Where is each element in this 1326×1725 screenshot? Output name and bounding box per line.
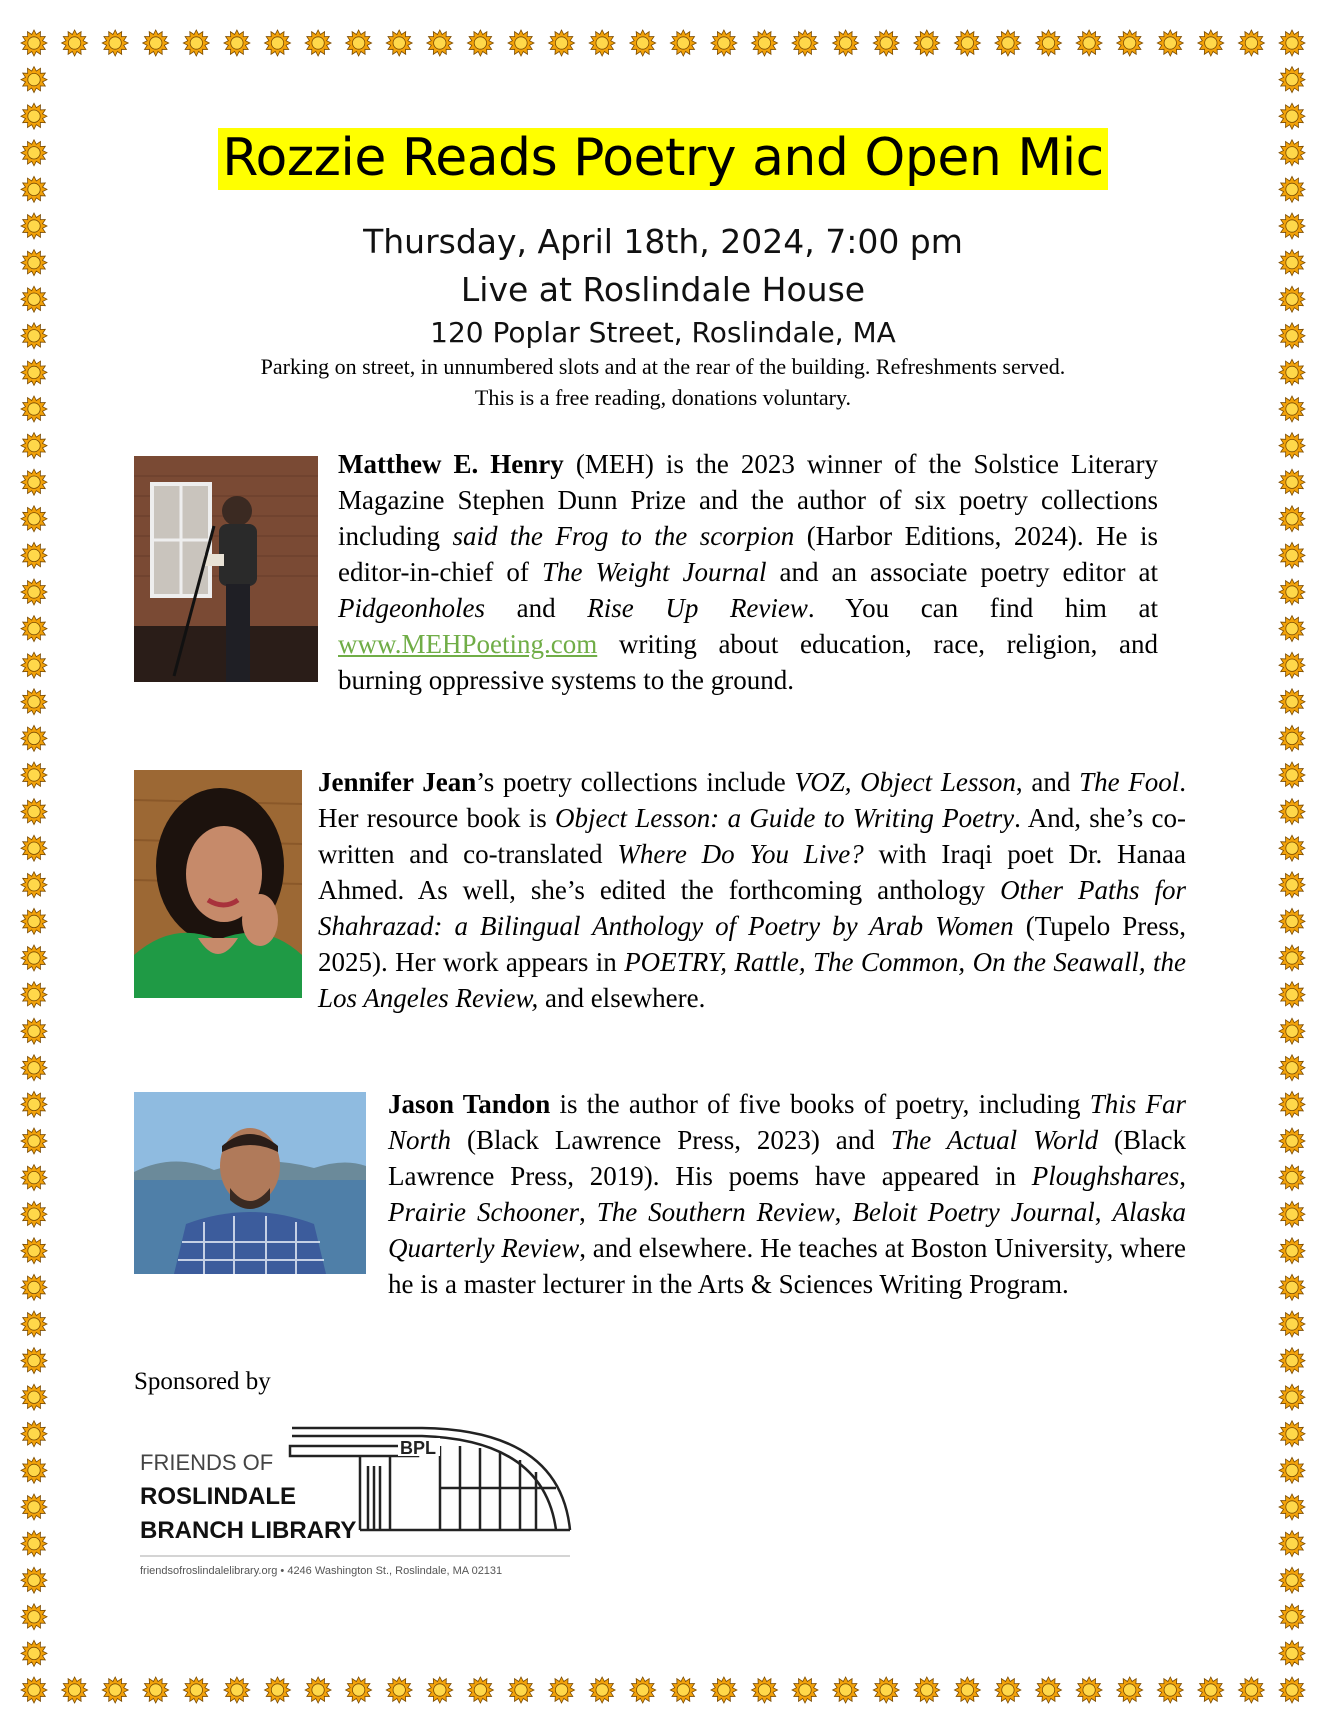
- logo-line-2: ROSLINDALE: [140, 1483, 296, 1510]
- event-address: 120 Poplar Street, Roslindale, MA: [430, 316, 896, 349]
- parking-note: Parking on street, in unnumbered slots and at the rear of the building. Refreshments served.: [260, 354, 1066, 379]
- poet-name: Jennifer Jean: [318, 767, 477, 797]
- sponsored-by-label: Sponsored by: [134, 1368, 271, 1395]
- event-title: Rozzie Reads Poetry and Open Mic: [218, 128, 1108, 190]
- poet-reading-photo: [134, 456, 318, 682]
- poet-bio-jennifer-jean: Jennifer Jean’s poetry collections include VOZ, Object Lesson, and The Fool. Her resource book is Object Lesson: a Guide to Writing Poetry. And, she’s co-written and co-translated Where Do You Live? with Iraqi poet Dr. Hanaa Ahmed. As well, she’s edited the forthcoming anthology Other Paths for Shahrazad: a Bilingual Anthology of Poetry by Arab Women (Tupelo Press, 2025). Her work appears in POETRY, Rattle, The Common, On the Seawall, the Los Angeles Review, and elsewhere.: [134, 764, 1186, 1016]
- bpl-badge: BPL: [400, 1438, 436, 1458]
- poet-name: Jason Tandon: [388, 1089, 551, 1119]
- free-note: This is a free reading, donations voluntary.: [474, 385, 852, 410]
- title-wrap: [0, 128, 1326, 190]
- poet-bio-matthew-henry: Matthew E. Henry (MEH) is the 2023 winner of the Solstice Literary Magazine Stephen Dunn Prize and the author of six poetry collections including said the Frog to the scorpion (Harbor Editions, 2024). He is editor-in-chief of The Weight Journal and an associate poetry editor at Pidgeonholes and Rise Up Review. You can find him at www.MEHPoeting.com writing about education, race, religion, and burning oppressive systems to the ground.: [338, 449, 1158, 695]
- poet-bio-jason-tandon: Jason Tandon is the author of five books of poetry, including This Far North (Black Lawrence Press, 2023) and The Actual World (Black Lawrence Press, 2019). His poems have appeared in Ploughshares, Prairie Schooner, The Southern Review, Beloit Poetry Journal, Alaska Quarterly Review, and elsewhere. He teaches at Boston University, where he is a master lecturer in the Arts & Sciences Writing Program.: [134, 1086, 1186, 1302]
- portrait-lake-photo: [134, 1092, 366, 1274]
- logo-line-3: BRANCH LIBRARY: [140, 1517, 357, 1544]
- portrait-photo: [134, 770, 302, 998]
- meh-website-link[interactable]: www.MEHPoeting.com: [338, 629, 598, 659]
- logo-line-1: FRIENDS OF: [140, 1450, 274, 1475]
- poet-name: Matthew E. Henry: [338, 449, 564, 479]
- event-date-time: Thursday, April 18th, 2024, 7:00 pm: [363, 222, 963, 261]
- friends-of-roslindale-library-logo: [140, 1410, 580, 1580]
- logo-footer: friendsofroslindalelibrary.org • 4246 Washington St., Roslindale, MA 02131: [140, 1565, 503, 1577]
- event-venue: Live at Roslindale House: [460, 270, 866, 309]
